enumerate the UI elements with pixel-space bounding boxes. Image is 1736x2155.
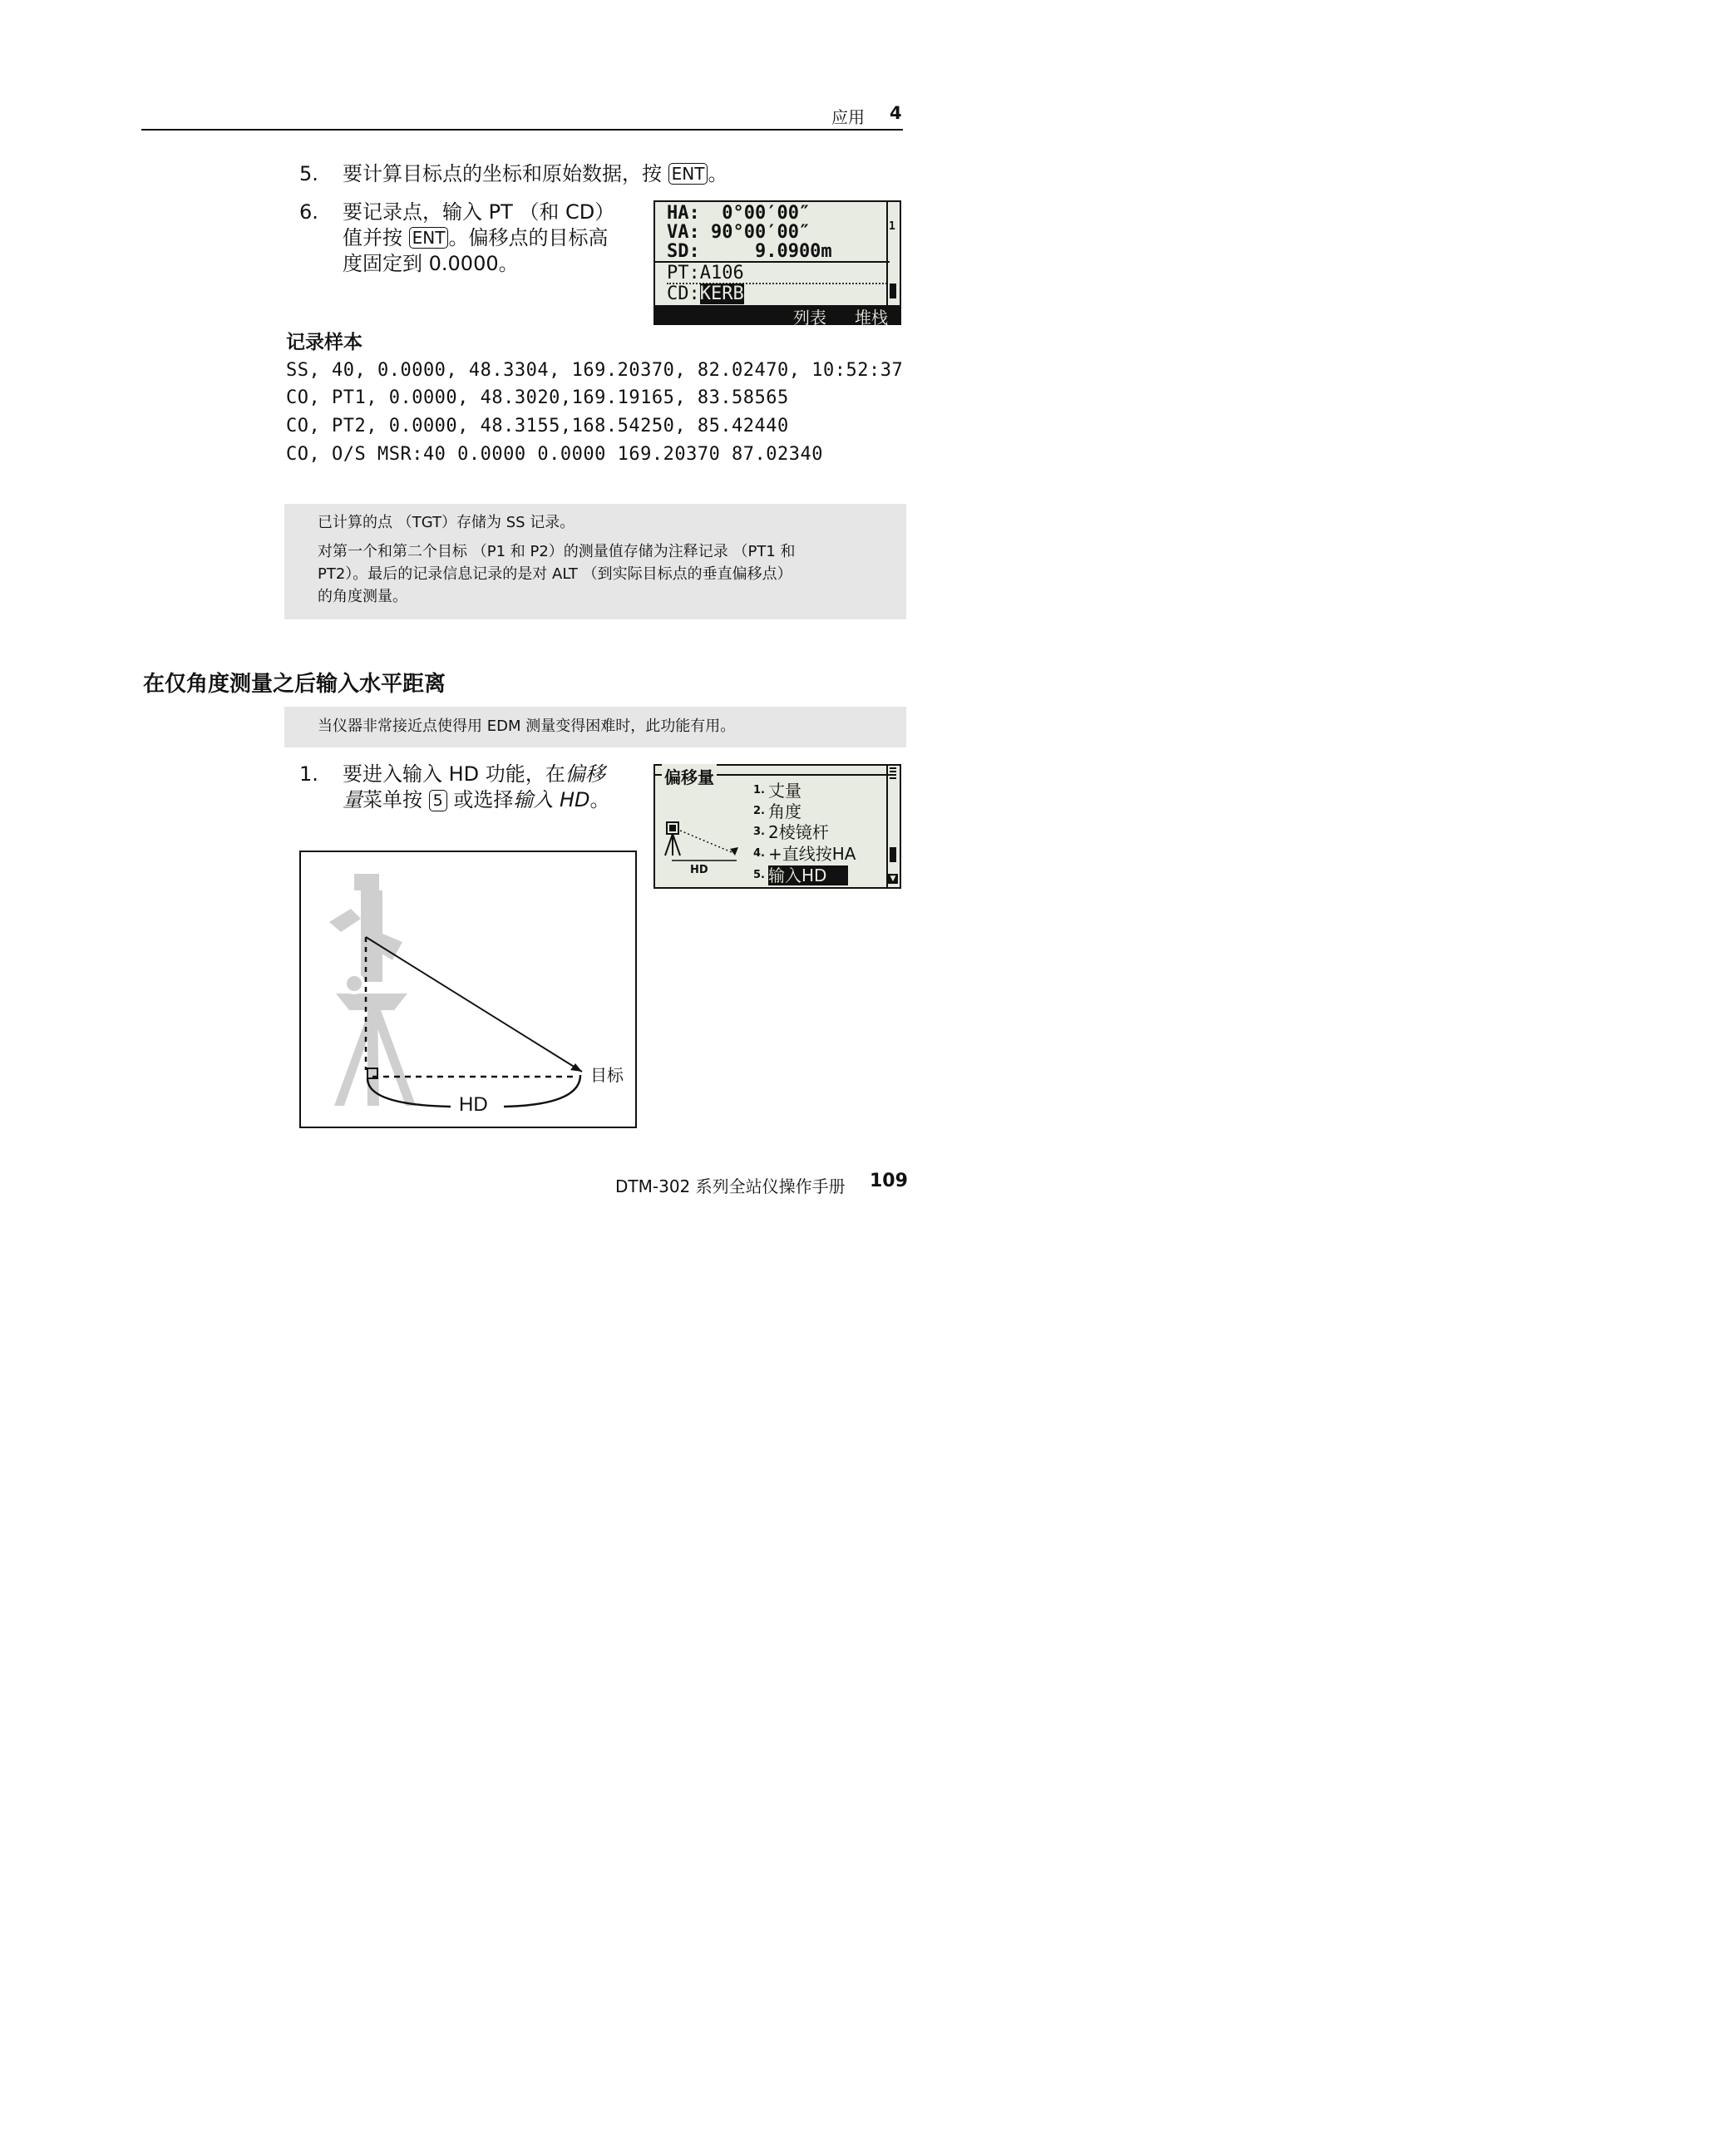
step-number: 1. — [299, 762, 318, 786]
step-6-line-2 — [343, 225, 614, 251]
step-6-line-1: 要记录点，输入 PT （和 CD） — [343, 200, 615, 224]
lcd-pt-field[interactable]: PT:A106 — [667, 263, 744, 284]
lcd-softkey-bar — [655, 305, 900, 328]
lcd-offset-menu — [653, 764, 901, 889]
record-line: CO, O/S MSR:40 0.0000 0.0000 169.20370 87.02340 — [286, 444, 824, 465]
step-text — [343, 161, 727, 187]
note-box — [284, 707, 906, 747]
menu-reference: 偏移 — [565, 762, 605, 786]
menu-item-2-prism-pole[interactable] — [753, 822, 829, 842]
record-line: SS, 40, 0.0000, 48.3304, 169.20370, 82.02470, 10:52:37 — [286, 360, 904, 381]
lcd-sd-readout: SD: 9.0900m — [667, 241, 832, 262]
lcd-scrollbar — [886, 766, 900, 887]
step-6 — [299, 200, 649, 283]
step-text — [343, 200, 614, 277]
step-number: 6. — [299, 200, 318, 224]
menu-item-label: 角度 — [767, 801, 801, 821]
menu-item-number: 5. — [753, 869, 765, 881]
scroll-down-icon[interactable]: ▼ — [888, 874, 898, 884]
sample-heading: 记录样本 — [286, 332, 362, 353]
footer-manual-title: DTM-302 系列全站仪操作手册 — [615, 1176, 846, 1196]
menu-item-label: +直线按HA — [767, 844, 856, 864]
menu-reference: 输入 HD — [513, 788, 590, 811]
key-5: 5 — [429, 790, 447, 811]
lcd-cd-value[interactable]: KERB — [699, 284, 744, 304]
menu-item-input-hd[interactable] — [753, 865, 848, 885]
lcd-menu-title: 偏移量 — [662, 764, 717, 788]
menu-item-line-ha[interactable] — [753, 844, 856, 864]
softkey-list[interactable]: 列表 — [793, 308, 826, 328]
note-line: 对第一个和第二个目标 （P1 和 P2）的测量值存储为注释记录 （PT1 和 — [318, 543, 796, 560]
hd-label: HD — [459, 1093, 488, 1116]
lcd-cd-field[interactable] — [667, 284, 744, 304]
running-header-label: 应用 — [831, 107, 865, 127]
record-line: CO, PT2, 0.0000, 48.3155,168.54250, 85.42440 — [286, 416, 789, 436]
menu-item-number: 4. — [753, 847, 765, 860]
step-1 — [299, 762, 649, 816]
hd-icon-label: HD — [690, 864, 708, 876]
step-number: 5. — [299, 162, 318, 185]
step-6-line-2-post: 。偏移点的目标高 — [448, 226, 609, 249]
header-rule — [141, 129, 903, 131]
section-title: 在仅角度测量之后输入水平距离 — [143, 672, 446, 697]
ent-key: ENT — [668, 163, 708, 185]
lcd-record-screen — [653, 200, 901, 328]
record-line: CO, PT1, 0.0000, 48.3020,169.19165, 83.58565 — [286, 387, 789, 408]
lcd-cd-label: CD: — [667, 284, 700, 304]
step-5 — [299, 161, 798, 188]
menu-item-number: 3. — [753, 826, 765, 838]
step-1-line-2 — [343, 787, 610, 813]
battery-icon — [890, 284, 896, 298]
total-station-silhouette — [329, 874, 416, 1106]
lcd-va-readout: VA: 90°00′00″ — [667, 222, 811, 243]
step-5-tail: 。 — [708, 162, 728, 185]
note-paragraph: 已计算的点 （TGT）存储为 SS 记录。 — [318, 514, 575, 531]
instrument-geometry-svg — [301, 852, 635, 1127]
ent-key: ENT — [409, 227, 449, 249]
battery-icon — [890, 847, 896, 862]
menu-item-tape[interactable] — [753, 781, 801, 801]
softkey-stack[interactable]: 堆栈 — [855, 308, 888, 328]
menu-item-label: 丈量 — [767, 781, 801, 801]
note-text: 当仪器非常接近点使得用 EDM 测量变得困难时，此功能有用。 — [318, 718, 736, 735]
step-1-line-1-text: 要进入输入 HD 功能，在 — [343, 762, 565, 786]
step-6-line-2-pre: 值并按 — [343, 226, 402, 249]
chapter-number: 4 — [890, 103, 902, 123]
scroll-top-icon — [890, 767, 896, 779]
note-line: 的角度测量。 — [318, 588, 407, 605]
hd-diagram — [299, 851, 637, 1128]
step-6-line-3: 度固定到 0.0000。 — [343, 252, 519, 275]
menu-item-angle[interactable] — [753, 801, 801, 821]
lcd-scrollbar — [886, 202, 900, 305]
note-line: PT2）。最后的记录信息记录的是对 ALT （到实际目标点的垂直偏移点） — [318, 565, 792, 583]
menu-item-label-selected: 输入HD — [768, 865, 848, 885]
step-text — [343, 762, 610, 813]
menu-reference: 量 — [343, 788, 362, 811]
step-5-text: 要计算目标点的坐标和原始数据，按 — [343, 162, 662, 185]
lcd-page-indicator: 1 — [889, 220, 895, 233]
page-number: 109 — [870, 1171, 908, 1191]
step-1-line-2-text: 菜单按 — [362, 788, 422, 811]
target-label: 目标 — [590, 1065, 624, 1085]
step-1-line-2-post: 或选择 — [453, 788, 514, 811]
lcd-ha-readout: HA: 0°00′00″ — [667, 203, 811, 224]
menu-item-label: 2棱镜杆 — [767, 822, 829, 842]
note-box — [284, 504, 906, 619]
step-1-line-1 — [343, 762, 610, 787]
menu-item-number: 2. — [753, 805, 765, 817]
menu-item-number: 1. — [753, 784, 765, 796]
step-1-line-2-tail: 。 — [589, 788, 610, 811]
